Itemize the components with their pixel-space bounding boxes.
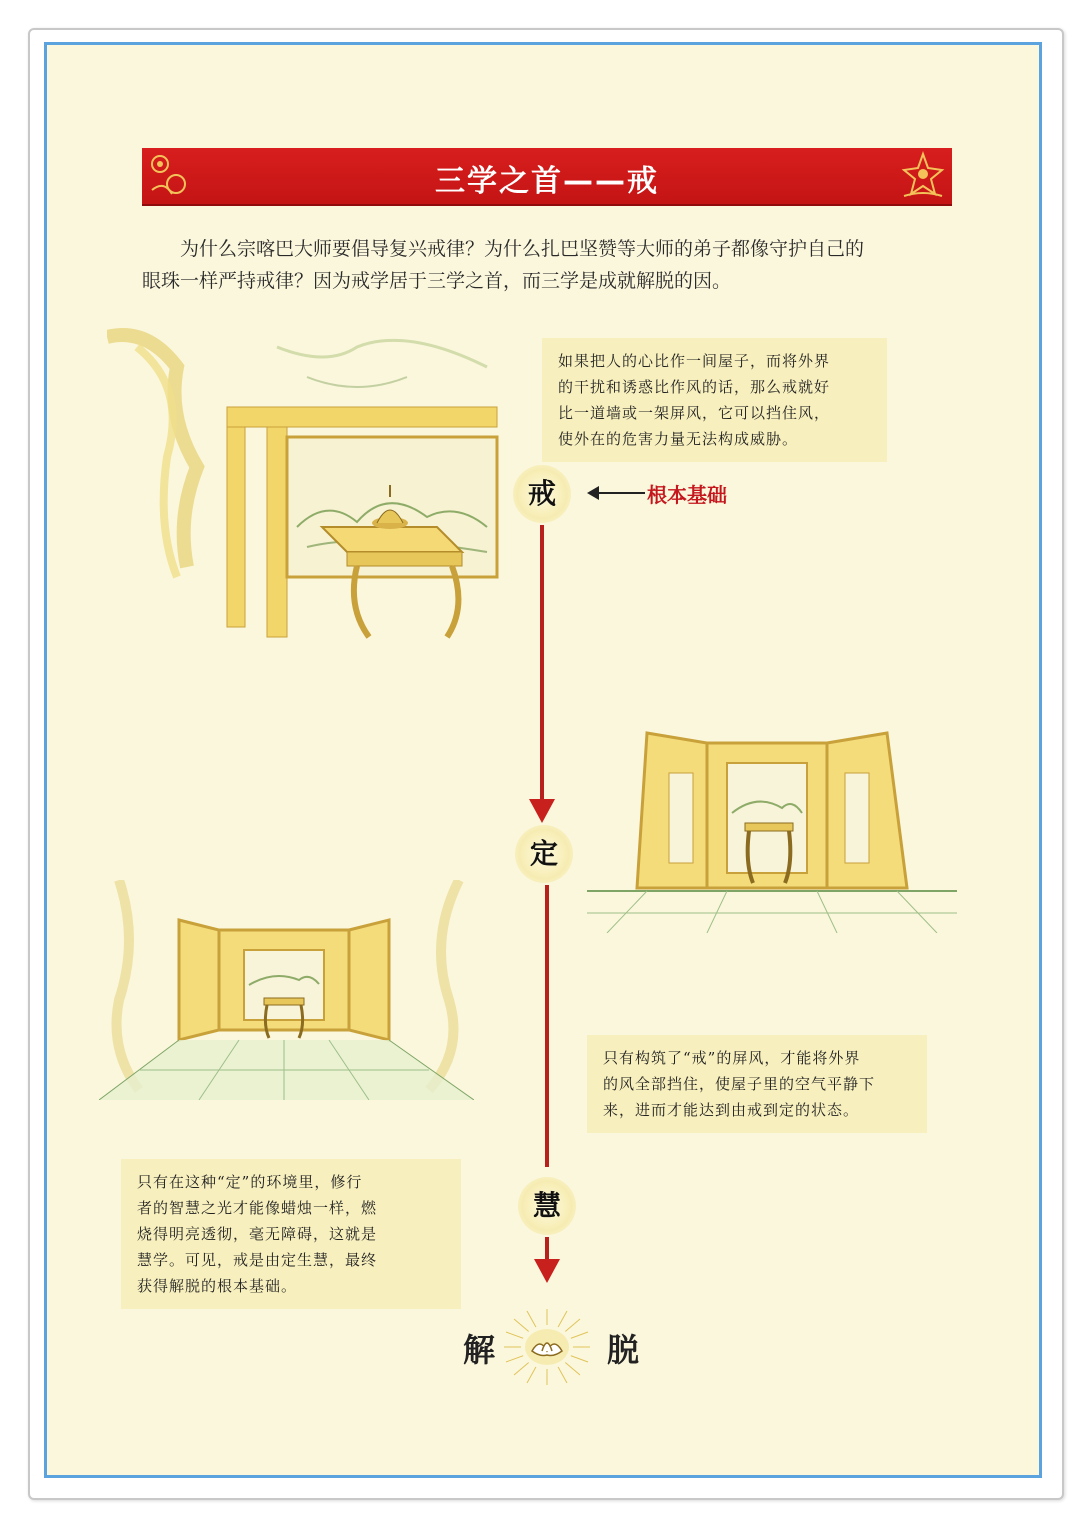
lotus-sun-icon: [502, 1307, 592, 1387]
liberation-char-right: 脱: [607, 1331, 640, 1369]
root-foundation-label: 根本基础: [647, 483, 727, 507]
illustration-folding-screen: [587, 713, 957, 933]
intro-line-2: 眼珠一样严持戒律？因为戒学居于三学之首，而三学是成就解脱的因。: [142, 270, 732, 292]
box2-line: 的风全部挡住，使屋子里的空气平静下: [603, 1075, 876, 1093]
box1-line: 使外在的危害力量无法构成威胁。: [558, 430, 799, 448]
box3-line: 获得解脱的根本基础。: [137, 1277, 298, 1295]
box2-line: 来，进而才能达到由戒到定的状态。: [603, 1101, 860, 1119]
flow-line-2: [545, 885, 549, 1167]
intro-paragraph: [142, 233, 942, 297]
flow-arrow-1-icon: [529, 799, 555, 823]
node-hui: 慧: [518, 1177, 576, 1235]
box3-line: 烧得明亮透彻，毫无障碍，这就是: [137, 1225, 378, 1243]
liberation-char-left: 解: [463, 1331, 496, 1369]
box1-line: 的干扰和诱惑比作风的话，那么戒就好: [558, 378, 831, 396]
node-ding: 定: [515, 825, 573, 883]
page: [44, 42, 1042, 1478]
box1-line: 比一道墙或一架屏风，它可以挡住风，: [558, 404, 831, 422]
explanation-box-1: [542, 338, 887, 462]
title-banner: [142, 148, 952, 206]
node-jie: 戒: [513, 465, 571, 523]
box3-line: 者的智慧之光才能像蜡烛一样，燃: [137, 1199, 378, 1217]
box2-line: 只有构筑了“戒”的屏风，才能将外界: [603, 1049, 861, 1067]
explanation-box-3: [121, 1159, 461, 1309]
arrow-left-icon: [587, 483, 647, 503]
illustration-enclosed-room: [99, 880, 474, 1100]
ornament-right-icon: [898, 150, 948, 200]
box3-line: 慧学。可见，戒是由定生慧，最终: [137, 1251, 378, 1269]
explanation-box-2: [587, 1035, 927, 1133]
flow-arrow-2-icon: [534, 1259, 560, 1283]
box1-line: 如果把人的心比作一间屋子，而将外界: [558, 352, 831, 370]
flow-line-1: [540, 525, 544, 801]
intro-line-1: 为什么宗喀巴大师要倡导复兴戒律？为什么扎巴坚赞等大师的弟子都像守护自己的: [180, 238, 865, 260]
page-title: 三学之首——戒: [435, 164, 659, 199]
illustration-room-screen: [107, 327, 512, 647]
box3-line: 只有在这种“定”的环境里，修行: [137, 1173, 363, 1191]
